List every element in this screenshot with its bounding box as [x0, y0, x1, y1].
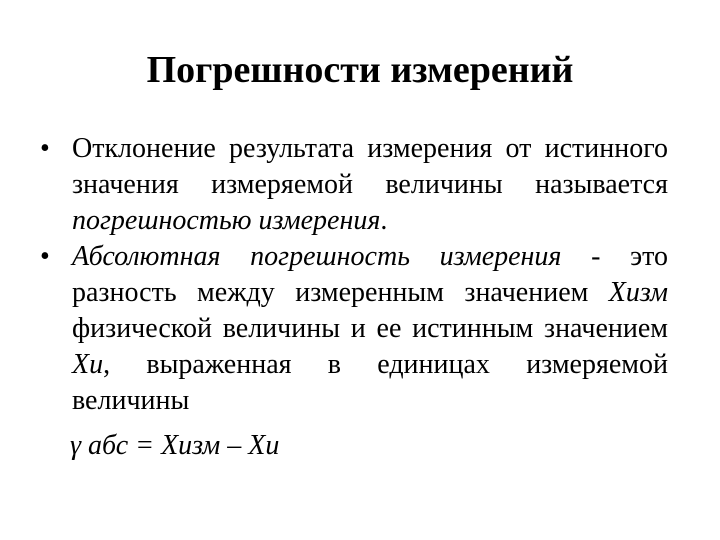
bullet-term: Абсолютная погрешность измерения — [72, 241, 562, 272]
bullet-item-definition — [40, 131, 668, 239]
bullet-text: , выраженная в единицах измеряемой величины — [72, 349, 668, 416]
bullet-text: Отклонение результата измерения от истинного значения измеряемой величины называется — [72, 133, 668, 200]
formula: γ абс = Хизм – Хи — [70, 430, 280, 461]
bullet-dot-icon: • — [40, 133, 50, 164]
variable-true: Хи — [72, 349, 104, 380]
bullet-text: - это разность между измеренным значением — [72, 241, 668, 308]
bullet-ending: . — [380, 205, 388, 236]
bullet-term: погрешностью измерения — [72, 205, 381, 236]
variable-measured: Хизм — [608, 277, 668, 308]
bullet-text: физической величины и ее истинным значением — [72, 313, 668, 344]
bullet-dot-icon: • — [40, 241, 50, 272]
bullet-list — [40, 131, 668, 419]
bullet-item-absolute-error — [40, 239, 668, 419]
slide-title: Погрешности измерений — [146, 49, 574, 91]
